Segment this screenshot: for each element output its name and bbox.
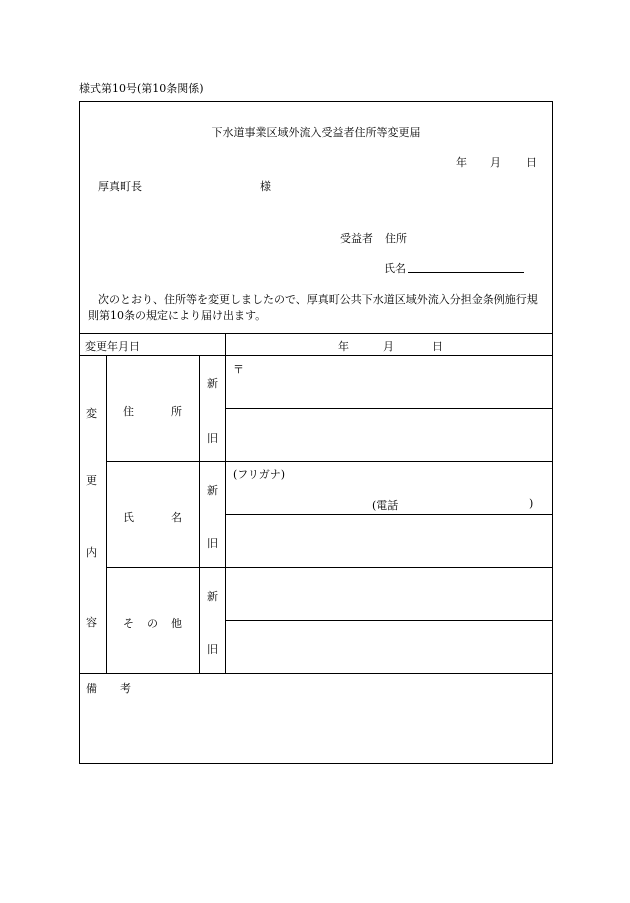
header-year-label: 年 bbox=[456, 156, 467, 169]
new-name-field[interactable] bbox=[226, 462, 551, 513]
remarks-label-char: 考 bbox=[120, 682, 131, 695]
address-new-label: 新 bbox=[207, 377, 218, 390]
other-label-char: の bbox=[147, 617, 158, 630]
divider bbox=[80, 333, 552, 334]
name-old-label: 旧 bbox=[207, 537, 218, 550]
header-month-label: 月 bbox=[490, 156, 501, 169]
change-date-year: 年 bbox=[338, 340, 349, 353]
form-number: 様式第10号(第10条関係) bbox=[79, 82, 204, 95]
other-new-label: 新 bbox=[207, 590, 218, 603]
applicant-name-label: 氏名 bbox=[384, 262, 406, 275]
old-other-field[interactable] bbox=[226, 621, 551, 672]
name-label-char: 氏 bbox=[123, 511, 134, 524]
address-label-char: 所 bbox=[171, 405, 182, 418]
honorific: 様 bbox=[260, 180, 271, 193]
notice-text: 次のとおり、住所等を変更しましたので、厚真町公共下水道区域外流入分担金条例施行規則第10条の規定により届け出ます。 bbox=[88, 293, 538, 322]
old-name-field[interactable] bbox=[226, 515, 551, 566]
old-address-field[interactable] bbox=[226, 409, 551, 460]
divider bbox=[106, 355, 107, 673]
postal-mark: 〒 bbox=[233, 363, 244, 376]
address-old-label: 旧 bbox=[207, 432, 218, 445]
change-date-label: 変更年月日 bbox=[85, 340, 140, 353]
change-content-char: 容 bbox=[86, 616, 97, 629]
change-date-month: 月 bbox=[383, 340, 394, 353]
address-label-char: 住 bbox=[123, 405, 134, 418]
change-content-char: 更 bbox=[86, 474, 97, 487]
change-content-char: 変 bbox=[86, 407, 97, 420]
phone-close: ) bbox=[529, 497, 534, 510]
form-frame bbox=[79, 101, 553, 764]
divider bbox=[225, 333, 226, 355]
remarks-label-char: 備 bbox=[86, 682, 97, 695]
addressee: 厚真町長 bbox=[98, 180, 142, 193]
divider bbox=[199, 355, 200, 673]
other-label-char: そ bbox=[123, 617, 134, 630]
applicant-label: 受益者 bbox=[340, 232, 373, 245]
change-content-char: 内 bbox=[86, 546, 97, 559]
remarks-field[interactable] bbox=[80, 674, 552, 762]
other-label-char: 他 bbox=[171, 617, 182, 630]
phone-label: (電話 bbox=[372, 499, 399, 512]
name-new-label: 新 bbox=[207, 484, 218, 497]
applicant-address-label: 住所 bbox=[385, 232, 407, 245]
new-address-field[interactable] bbox=[226, 356, 551, 407]
form-title: 下水道事業区域外流入受益者住所等変更届 bbox=[211, 126, 421, 139]
new-other-field[interactable] bbox=[226, 568, 551, 619]
change-date-day: 日 bbox=[432, 340, 443, 353]
name-underline bbox=[408, 272, 524, 273]
other-old-label: 旧 bbox=[207, 643, 218, 656]
furigana-label: (フリガナ) bbox=[233, 468, 286, 481]
name-label-char: 名 bbox=[171, 511, 182, 524]
header-day-label: 日 bbox=[526, 156, 537, 169]
